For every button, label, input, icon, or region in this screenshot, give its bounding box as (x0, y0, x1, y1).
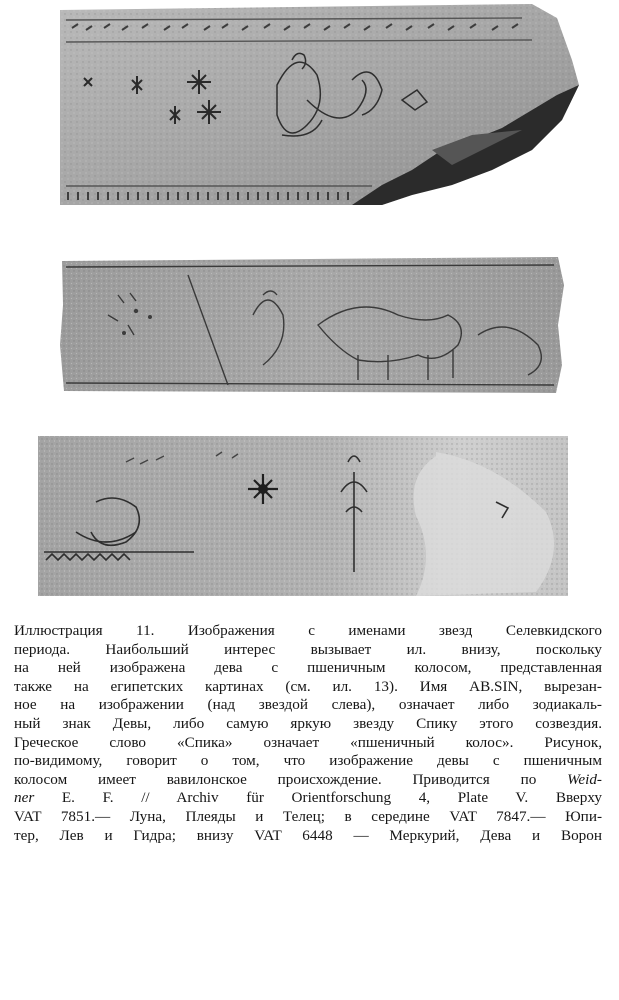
caption-line-8: по-видимому, говорит о том, что изображение девы с пшеничным (14, 752, 602, 770)
tablet-image-middle (58, 255, 564, 395)
caption-line-2: периода. Наибольший интерес вызывает ил. внизу, поскольку (14, 640, 602, 658)
tablet-image-top (52, 0, 579, 210)
tablet-image-bottom (36, 432, 570, 600)
caption-line-7: Греческое слово «Спика» означает «пшеничный колос». Рисунок, (14, 733, 602, 751)
caption-line-3: на ней изображена дева с пшеничным колосом, представленная (14, 659, 602, 677)
caption-line-11: VAT 7851.— Луна, Плеяды и Телец; в середине VAT 7847.— Юпи- (14, 807, 602, 825)
illustration-caption (14, 622, 602, 845)
caption-line-10 (14, 789, 602, 808)
author-name-part-2: ner (14, 789, 35, 807)
caption-line-9-text: колосом имеет вавилонское происхождение. Приводится по (14, 770, 537, 788)
author-name-part-1: Weid- (567, 770, 602, 788)
caption-line-4: также на египетских картинах (см. ил. 13). Имя AB.SIN, вырезан- (14, 677, 602, 695)
tablet-middle-drawing (58, 255, 564, 395)
caption-line-12: тер, Лев и Гидра; внизу VAT 6448 — Меркурий, Дева и Ворон (14, 826, 602, 844)
caption-line-1: Иллюстрация 11. Изображения с именами звезд Селевкидского (14, 622, 602, 639)
tablet-top-drawing (52, 0, 579, 210)
caption-line-10-text: E. F. // Archiv für Orientforschung 4, Plate V. Вверху (61, 789, 603, 807)
caption-line-5: ное на изображении (над звездой слева), означает либо зодиакаль- (14, 696, 602, 714)
caption-line-6: ный знак Девы, либо самую яркую звезду Спику этого созвездия. (14, 714, 602, 732)
caption-line-9 (14, 771, 602, 790)
tablet-bottom-drawing (36, 432, 570, 600)
